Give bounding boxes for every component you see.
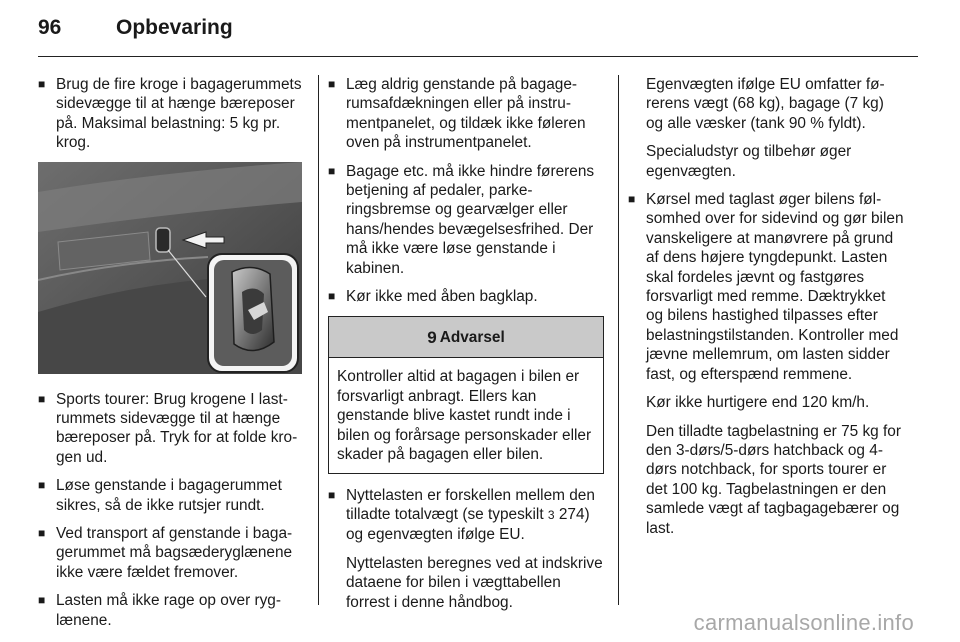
column-divider	[318, 75, 319, 605]
list-item: ■ Kørsel med taglast øger bilens følsomhed over for sidevind og gør bilen vanskeligere at manøvrere på grund af dens højere tyngdepunkt. Lasten skal fordeles jævnt og fastgøres forsvarligt med remme. Dæktrykket og bilens hastighed tilpasses efter belastningstilstanden. Kontroller med jævne mellemrum, om lasten sidder fast, og efterspænd remmene.	[628, 190, 904, 384]
page-title: Opbevaring	[116, 16, 233, 39]
paragraph: Specialudstyr og tilbehør øger egenvægten.	[646, 143, 852, 180]
watermark: carmanualsonline.info	[693, 610, 914, 635]
page-reference-icon[interactable]: 3	[547, 507, 555, 522]
warning-box	[328, 316, 604, 473]
column-divider	[618, 75, 619, 605]
page-header	[38, 16, 233, 50]
warning-title: Advarsel	[439, 328, 505, 346]
list-item	[328, 486, 604, 545]
column-3	[628, 75, 904, 547]
list-item-text: 274) og egenvægten ifølge EU.	[346, 505, 590, 544]
list-item: ■ Løse genstande i bagagerummet sikres, så de ikke rutsjer rundt.	[38, 476, 304, 515]
list-item: ■ Brug de fire kroge i bagagerummets sidevægge til at hænge bæreposer på. Maksimal belastning: 5 kg pr. krog.	[38, 75, 304, 153]
paragraph: Nyttelasten beregnes ved at indskrive dataene for bilen i vægttabellen forrest i denne håndbog.	[346, 554, 603, 611]
list-item-text: Nyttelasten er forskellen mellem den tilladte totalvægt (se typeskilt	[346, 486, 595, 523]
warning-header	[329, 317, 603, 358]
column-2	[328, 75, 604, 621]
column-1	[38, 75, 304, 639]
list-item: ■ Sports tourer: Brug krogene I lastrummets sidevægge til at hænge bæreposer på. Tryk for at folde krogen ud.	[38, 390, 304, 468]
page-number: 96	[38, 16, 62, 39]
header-rule	[38, 56, 918, 57]
paragraph: Den tilladte tagbelastning er 75 kg for den 3-dørs/5-dørs hatchback og 4-dørs notchback, for sports tourer er det 100 kg. Tagbelastningen er den samlede vægt af tagbagagebærer og last.	[646, 422, 901, 537]
list-item: ■ Læg aldrig genstande på bagagerumsafdækningen eller på instrumentpanelet, og tildæk ikke føleren oven på instrumentpanelet.	[328, 75, 604, 153]
cargo-hook-photo	[38, 162, 302, 374]
list-item: ■ Kør ikke med åben bagklap.	[328, 287, 604, 306]
list-item: ■ Lasten må ikke rage op over ryglænene.	[38, 591, 304, 630]
list-item: ■ Ved transport af genstande i bagagerummet må bagsæderyglænene ikke være fældet fremover.	[38, 524, 304, 582]
warning-text: Kontroller altid at bagagen i bilen er forsvarligt anbragt. Ellers kan genstande blive kastet rundt inde i bilen og forårsage personskader eller skader på bagagen eller bilen.	[337, 368, 592, 464]
warning-icon: 9	[427, 327, 437, 347]
paragraph: Egenvægten ifølge EU omfatter førerens vægt (68 kg), bagage (7 kg) og alle væsker (tank 90 % fyldt).	[646, 76, 885, 132]
list-item: ■ Bagage etc. må ikke hindre førerens betjening af pedaler, parkeringsbremse og gearvælger eller hans/hendes bevægelsesfrihed. Der må ikke være løse genstande i kabinen.	[328, 162, 604, 278]
paragraph: Kør ikke hurtigere end 120 km/h.	[646, 394, 870, 412]
